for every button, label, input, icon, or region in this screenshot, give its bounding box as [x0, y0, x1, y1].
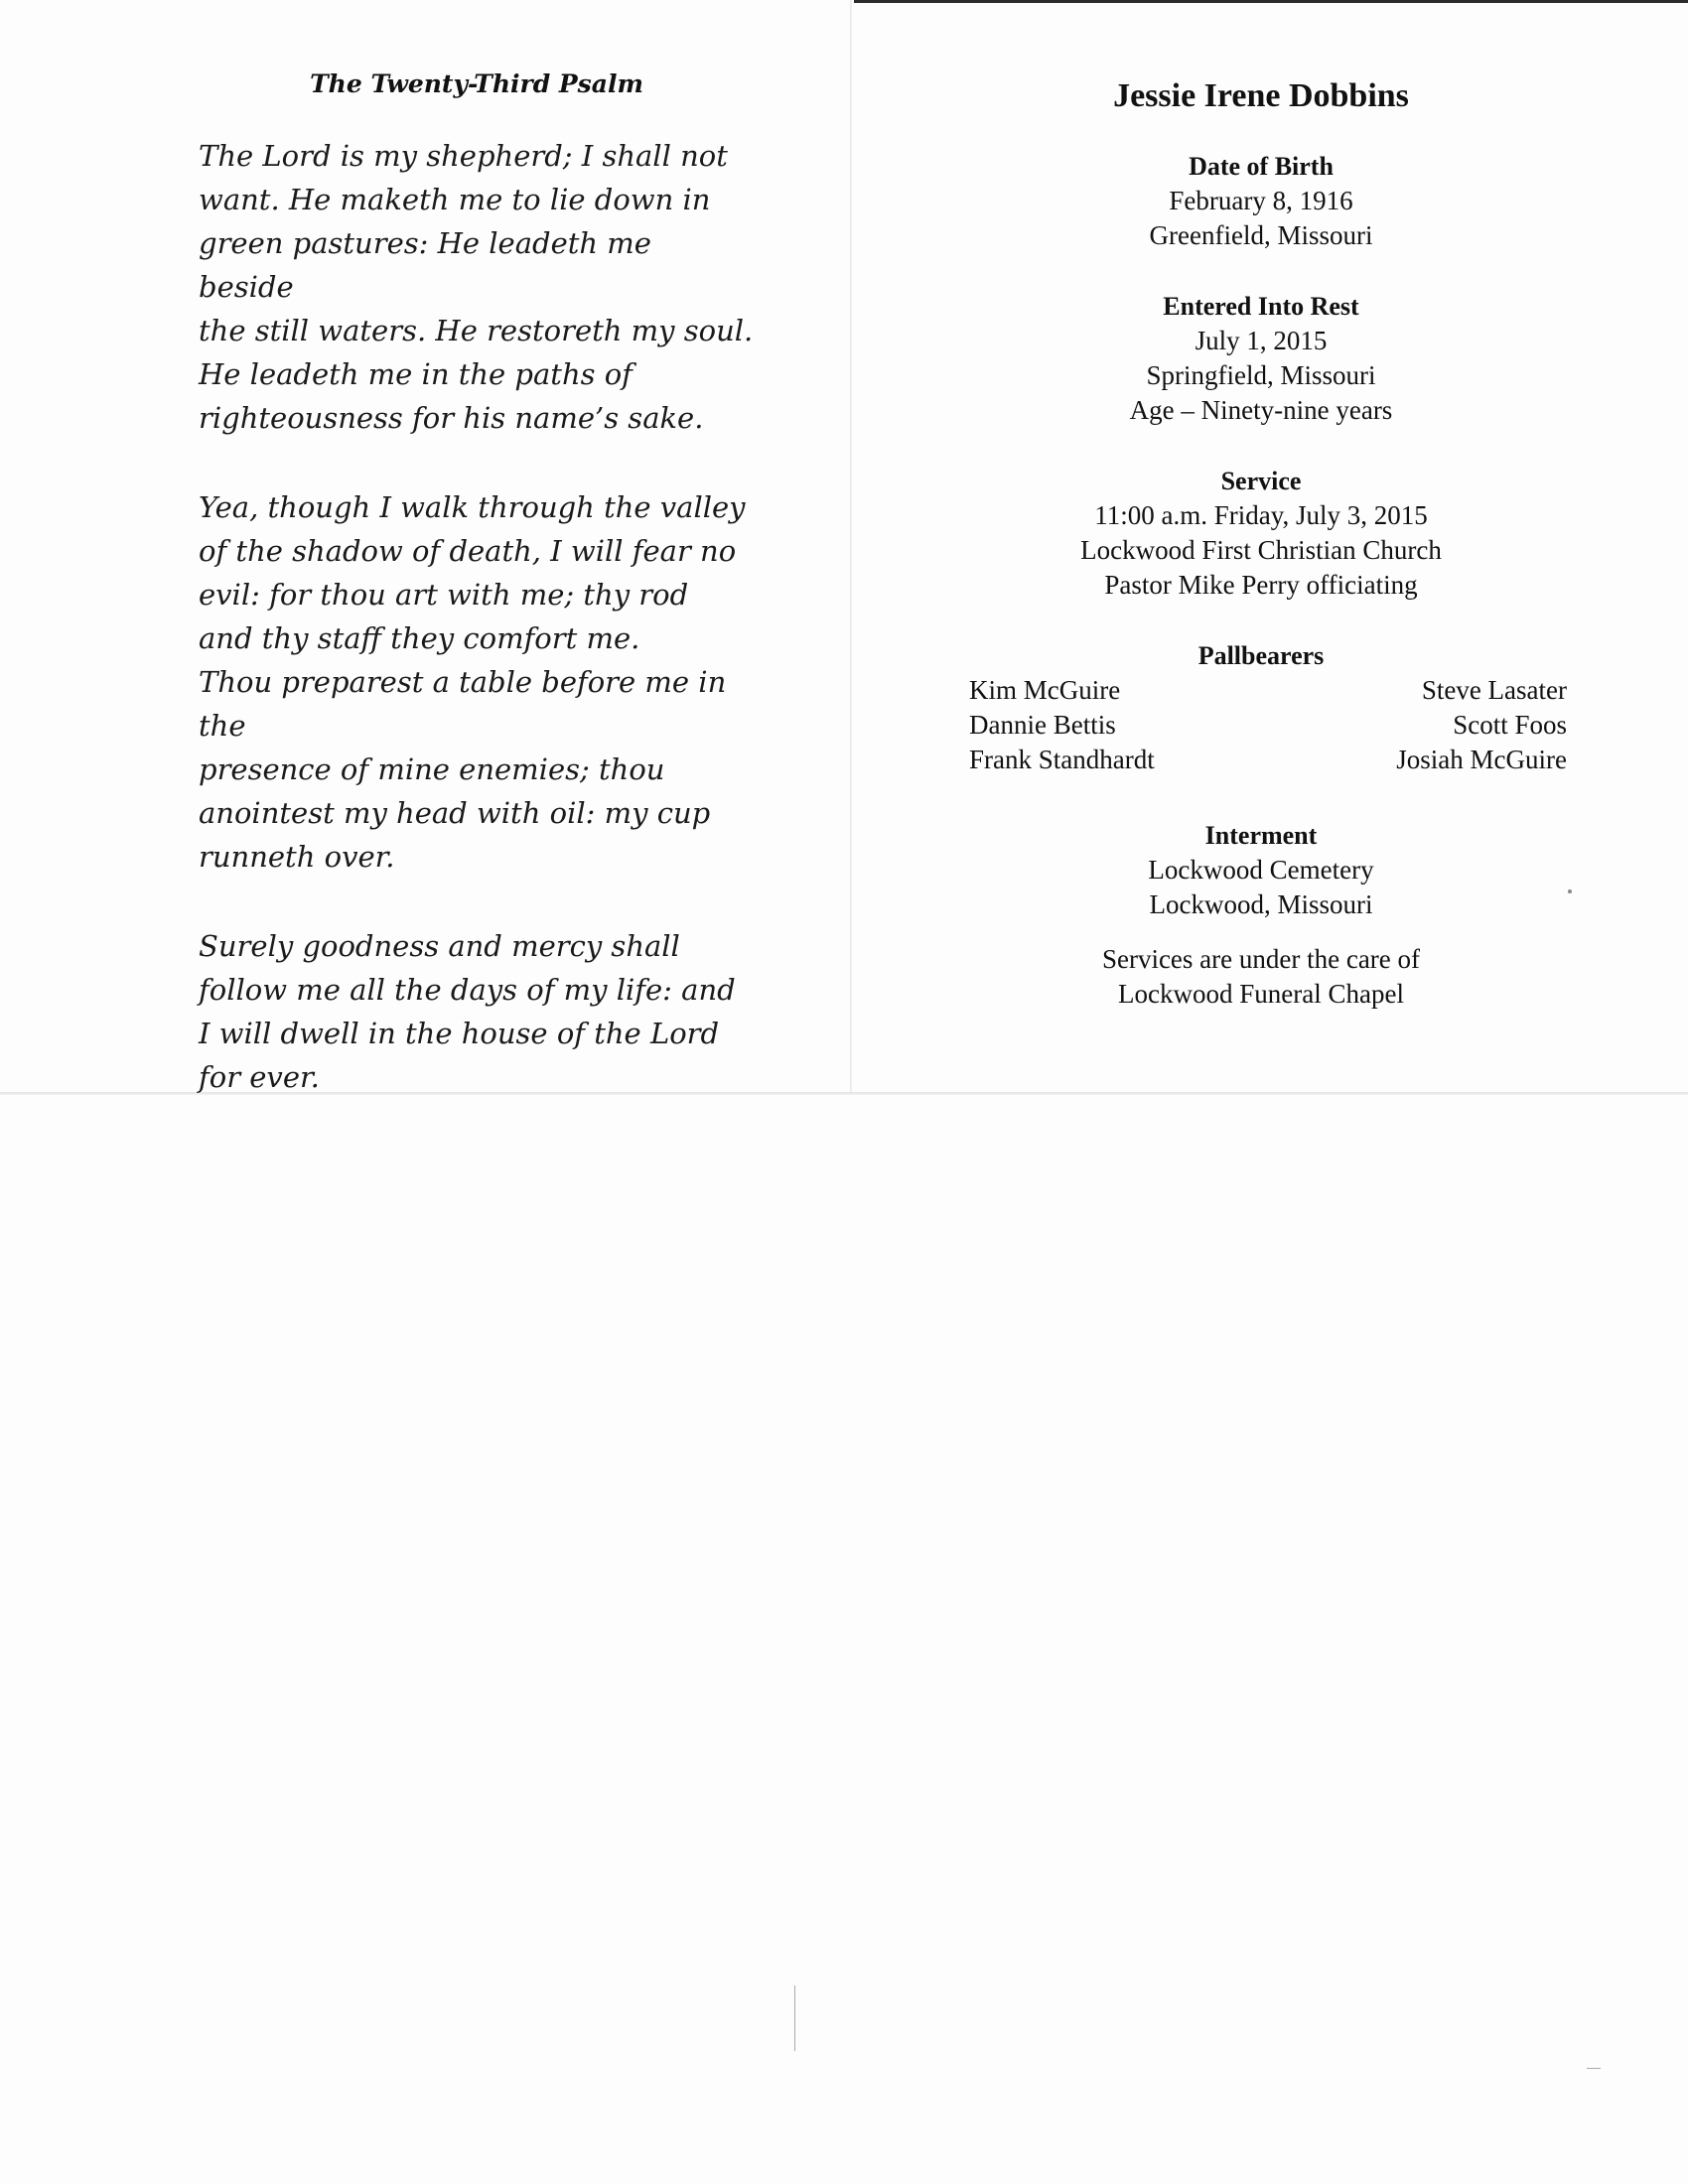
interment-heading: Interment [1204, 821, 1318, 850]
pallbearers-left-column [969, 673, 1155, 777]
pallbearers-right-column [1396, 673, 1567, 777]
scan-speck [1568, 889, 1572, 893]
birth-date: February 8, 1916 [1169, 186, 1353, 215]
psalm-paragraph-2: Yea, though I walk through the valley of the shadow of death, I will fear no evil: for thou art with me; thy rod and thy staff they comfort me. Thou preparest a table before me in the presence of mine enemies; thou anointest my head with oil: my cup runneth over. [199, 490, 746, 874]
birth-heading: Date of Birth [1189, 152, 1334, 181]
service-section [953, 464, 1569, 603]
rest-place: Springfield, Missouri [1146, 360, 1376, 390]
service-location: Lockwood First Christian Church [1080, 535, 1442, 565]
age-line: Age – Ninety-nine years [1129, 395, 1393, 425]
scan-mark [794, 1985, 795, 2051]
vertical-fold-line [850, 0, 852, 1094]
deceased-name: Jessie Irene Dobbins [1113, 77, 1409, 114]
service-officiant: Pastor Mike Perry officiating [1104, 570, 1418, 600]
care-line-1: Services are under the care of [1101, 944, 1421, 974]
scan-mark [1587, 2068, 1601, 2077]
pallbearer-name: Kim McGuire [969, 675, 1121, 705]
pallbearer-name: Frank Standhardt [969, 745, 1155, 774]
interment-place: Lockwood, Missouri [1149, 889, 1373, 919]
birth-section [953, 149, 1569, 253]
psalm-title: The Twenty-Third Psalm [310, 69, 643, 98]
pallbearers-section [953, 638, 1569, 782]
pallbearers-list [953, 673, 1569, 782]
interment-section [953, 818, 1569, 922]
interment-cemetery: Lockwood Cemetery [1148, 855, 1374, 885]
pallbearers-heading: Pallbearers [1197, 641, 1325, 670]
service-time: 11:00 a.m. Friday, July 3, 2015 [1094, 500, 1428, 530]
page-top-edge [854, 0, 1688, 3]
pallbearer-name: Steve Lasater [1421, 675, 1567, 705]
psalm-panel [199, 69, 755, 1145]
psalm-paragraph-1: The Lord is my shepherd; I shall not want. He maketh me to lie down in green pastures: He leadeth me beside the still waters. He restoreth my soul. He leadeth me in the paths of righteousness for his name’s sake. [199, 139, 754, 435]
rest-date: July 1, 2015 [1195, 326, 1328, 355]
care-line-2: Lockwood Funeral Chapel [1118, 979, 1404, 1009]
obituary-panel [953, 77, 1569, 1047]
rest-section [953, 289, 1569, 428]
pallbearer-name: Dannie Bettis [969, 710, 1116, 740]
service-heading: Service [1220, 467, 1302, 495]
pallbearer-name: Scott Foos [1453, 710, 1567, 740]
care-section [953, 942, 1569, 1012]
rest-heading: Entered Into Rest [1163, 292, 1359, 321]
psalm-paragraph-3: Surely goodness and mercy shall follow me all the days of my life: and I will dwell in the house of the Lord for ever. [199, 929, 736, 1094]
birth-place: Greenfield, Missouri [1149, 220, 1373, 250]
pallbearer-name: Josiah McGuire [1396, 745, 1567, 774]
